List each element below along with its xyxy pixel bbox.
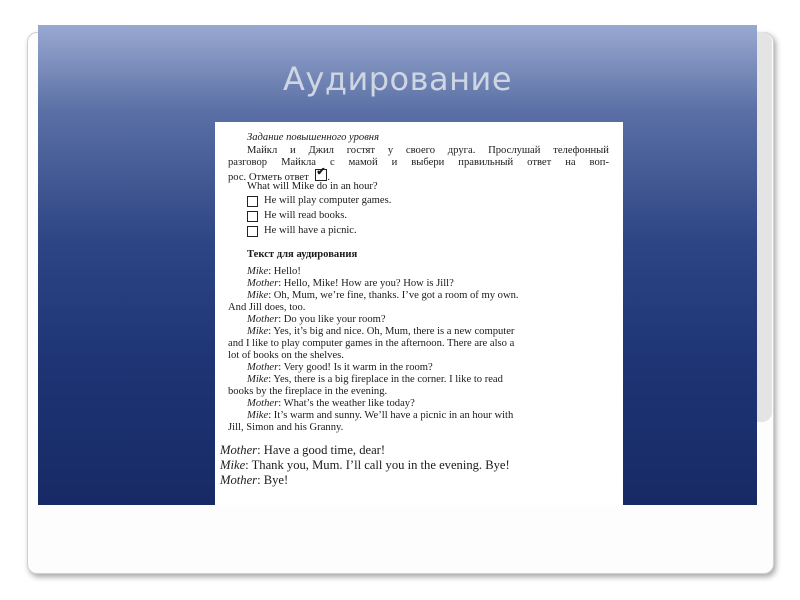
slide-title: Аудирование (282, 60, 512, 98)
word: и (290, 145, 296, 156)
instruction-text: рос. Отметь ответ (228, 172, 309, 183)
speaker-name: Mike (220, 458, 246, 472)
transcript-line (247, 290, 519, 302)
speech-text: : It’s warm and sunny. We’ll have a picnic in an hour with (268, 410, 514, 421)
word: правильный (458, 157, 514, 168)
option-2-checkbox[interactable] (247, 211, 258, 222)
speech-text: books by the fireplace in the evening. (228, 386, 388, 397)
word: Прослушай (488, 145, 541, 156)
word: выбери (411, 157, 445, 168)
transcript-line (247, 362, 433, 374)
speech-text: : Yes, there is a big fireplace in the corner. I like to read (268, 374, 503, 385)
speaker-name: Mike (247, 326, 269, 337)
speech-text: : Hello, Mike! How are you? How is Jill? (278, 278, 454, 289)
instruction-line-2 (228, 157, 609, 169)
transcript-ending-line (220, 458, 510, 473)
option-1-label: He will play computer games. (264, 195, 392, 206)
transcript-line (247, 398, 415, 410)
word: и (391, 157, 398, 168)
transcript-line (247, 326, 514, 338)
speaker-name: Mike (247, 374, 269, 385)
transcript-line (228, 350, 344, 362)
word: Майкла (281, 157, 316, 168)
word: Джил (308, 145, 334, 156)
question: What will Mike do in an hour? (247, 181, 378, 192)
transcript-line (247, 374, 503, 386)
speech-text: And Jill does, too. (228, 302, 306, 313)
transcript-line (228, 422, 343, 434)
check-mark-icon: ✔ (316, 166, 326, 178)
speech-text: : What’s the weather like today? (278, 398, 415, 409)
task-heading: Задание повышенного уровня (247, 132, 379, 143)
word: Майкл (247, 145, 278, 156)
speech-text: : Yes, it’s big and nice. Oh, Mum, there is a new computer (268, 326, 515, 337)
transcript-line (247, 278, 454, 290)
word: с (329, 157, 335, 168)
word: на (565, 157, 576, 168)
speech-text: : Very good! Is it warm in the room? (278, 362, 433, 373)
word: воп- (589, 157, 609, 168)
instruction-period: . (327, 172, 331, 183)
slide-frame-edge (757, 32, 772, 422)
option-2-label: He will read books. (264, 210, 347, 221)
speech-text: : Hello! (268, 266, 301, 277)
transcript-line (228, 302, 305, 314)
speaker-name: Mike (247, 266, 269, 277)
word: разговор (228, 157, 268, 168)
speaker-name: Mother (220, 443, 258, 457)
speaker-name: Mother (247, 278, 279, 289)
speech-text: : Oh, Mum, we’re fine, thanks. I’ve got a room of my own. (268, 290, 519, 301)
transcript-line (228, 338, 514, 350)
speech-text: : Do you like your room? (278, 314, 386, 325)
speech-text: : Bye! (257, 473, 289, 487)
speaker-name: Mother (247, 314, 279, 325)
checkbox-example-icon (315, 166, 327, 181)
word: у (387, 145, 394, 156)
transcript-line (247, 410, 513, 422)
instruction-line-1 (247, 145, 609, 157)
option-3-checkbox[interactable] (247, 226, 258, 237)
speech-text: : Thank you, Mum. I’ll call you in the evening. Bye! (245, 458, 510, 472)
word: своего (405, 145, 436, 156)
word: ответ (527, 157, 552, 168)
speech-text: : Have a good time, dear! (257, 443, 386, 457)
word: гостят (346, 145, 376, 156)
speaker-name: Mother (247, 398, 279, 409)
word: мамой (348, 157, 378, 168)
speech-text: lot of books on the shelves. (228, 350, 344, 361)
speaker-name: Mother (220, 473, 258, 487)
speech-text: and I like to play computer games in the afternoon. There are also a (228, 338, 515, 349)
transcript-ending-line (220, 473, 288, 488)
option-3-label: He will have a picnic. (264, 225, 357, 236)
transcript-heading: Текст для аудирования (247, 249, 358, 260)
speaker-name: Mother (247, 362, 279, 373)
word: телефонный (553, 145, 609, 156)
transcript-ending-line (220, 443, 385, 458)
transcript-line (247, 314, 386, 326)
transcript-line (228, 386, 387, 398)
speaker-name: Mike (247, 410, 269, 421)
word: друга. (447, 145, 476, 156)
textbook-page (215, 122, 623, 505)
option-1-checkbox[interactable] (247, 196, 258, 207)
transcript-line (247, 266, 301, 278)
speech-text: Jill, Simon and his Granny. (228, 422, 344, 433)
speaker-name: Mike (247, 290, 269, 301)
